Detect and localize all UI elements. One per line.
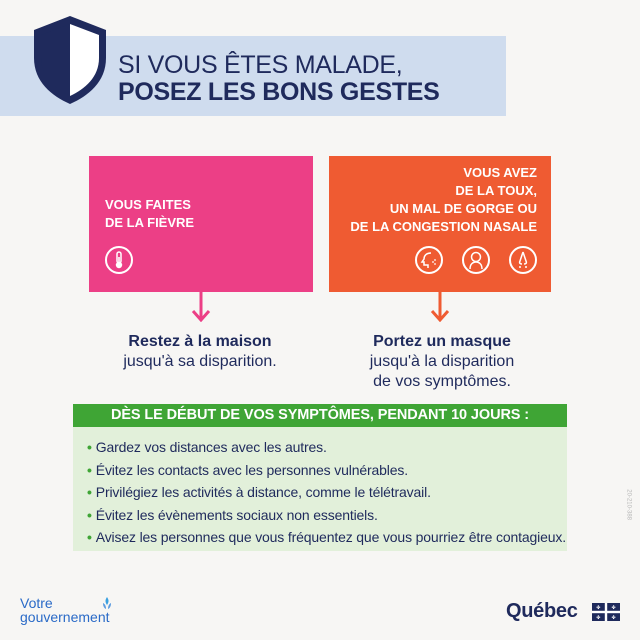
- cough-card-line-2: DE LA TOUX,: [455, 183, 537, 198]
- bullet: •: [87, 439, 92, 455]
- list-item: [87, 504, 566, 527]
- bullet: •: [87, 461, 92, 478]
- list-item-text: Évitez les évènements sociaux non essentiels.: [95, 506, 378, 523]
- svg-text:✤: ✤: [611, 615, 616, 621]
- list-item: [87, 459, 566, 482]
- bullet: •: [87, 529, 92, 545]
- quebec-flag-icon: [592, 603, 620, 621]
- cough-card-line-3: UN MAL DE GORGE OU: [389, 201, 537, 216]
- bullet: •: [87, 506, 92, 523]
- gov-logo: [20, 596, 110, 624]
- fever-card-line-1: VOUS FAITES: [105, 197, 191, 212]
- list-item-text: Privilégiez les activités à distance, comme le télétravail.: [95, 484, 431, 500]
- gov-logo-line-2: gouvernement: [20, 609, 110, 625]
- list-item: [87, 436, 566, 459]
- fever-advice-title: Restez à la maison: [128, 333, 272, 350]
- fever-card-line-2: DE LA FIÈVRE: [105, 215, 195, 230]
- down-arrow-icon: [430, 292, 450, 322]
- cough-advice-detail-1: jusqu'à la disparition: [369, 353, 515, 370]
- nose-icon: [509, 246, 537, 274]
- list-item: [87, 481, 566, 504]
- title-line-1: SI VOUS ÊTES MALADE,: [118, 51, 403, 79]
- cough-advice-detail-2: de vos symptômes.: [373, 373, 511, 390]
- document-code: 20-210-388: [626, 489, 632, 520]
- sore-throat-icon: [462, 246, 490, 274]
- fever-advice: [100, 332, 300, 372]
- instructions-list: [73, 427, 567, 551]
- cough-icon: [415, 246, 443, 274]
- cough-card-line-4: DE LA CONGESTION NASALE: [350, 219, 537, 234]
- svg-text:✤: ✤: [596, 605, 601, 612]
- fever-advice-detail: jusqu'à sa disparition.: [123, 353, 277, 370]
- svg-text:✤: ✤: [596, 615, 601, 621]
- list-item: [87, 526, 566, 549]
- shield-icon: [30, 14, 110, 106]
- cough-advice: [336, 332, 548, 392]
- list-item-text: Gardez vos distances avec les autres.: [95, 439, 327, 455]
- instructions-heading: DÈS LE DÉBUT DE VOS SYMPTÔMES, PENDANT 10 JOURS :: [73, 404, 567, 427]
- quebec-wordmark: Québec: [506, 600, 578, 622]
- cough-advice-title: Portez un masque: [373, 333, 511, 350]
- svg-text:✤: ✤: [611, 605, 616, 612]
- cough-card-line-1: VOUS AVEZ: [463, 165, 537, 180]
- cough-card: [329, 156, 551, 292]
- title-line-2: POSEZ LES BONS GESTES: [118, 78, 440, 106]
- bullet: •: [87, 484, 92, 500]
- list-item-text: Avisez les personnes que vous fréquentez que vous pourriez être contagieux.: [95, 529, 566, 545]
- flame-icon: [100, 596, 114, 610]
- page-title: [118, 52, 440, 106]
- thermometer-icon: [105, 246, 133, 274]
- fever-card: [89, 156, 313, 292]
- down-arrow-icon: [191, 292, 211, 322]
- gov-logo-line-1: Votre: [20, 595, 53, 611]
- list-item-text: Évitez les contacts avec les personnes vulnérables.: [95, 461, 408, 478]
